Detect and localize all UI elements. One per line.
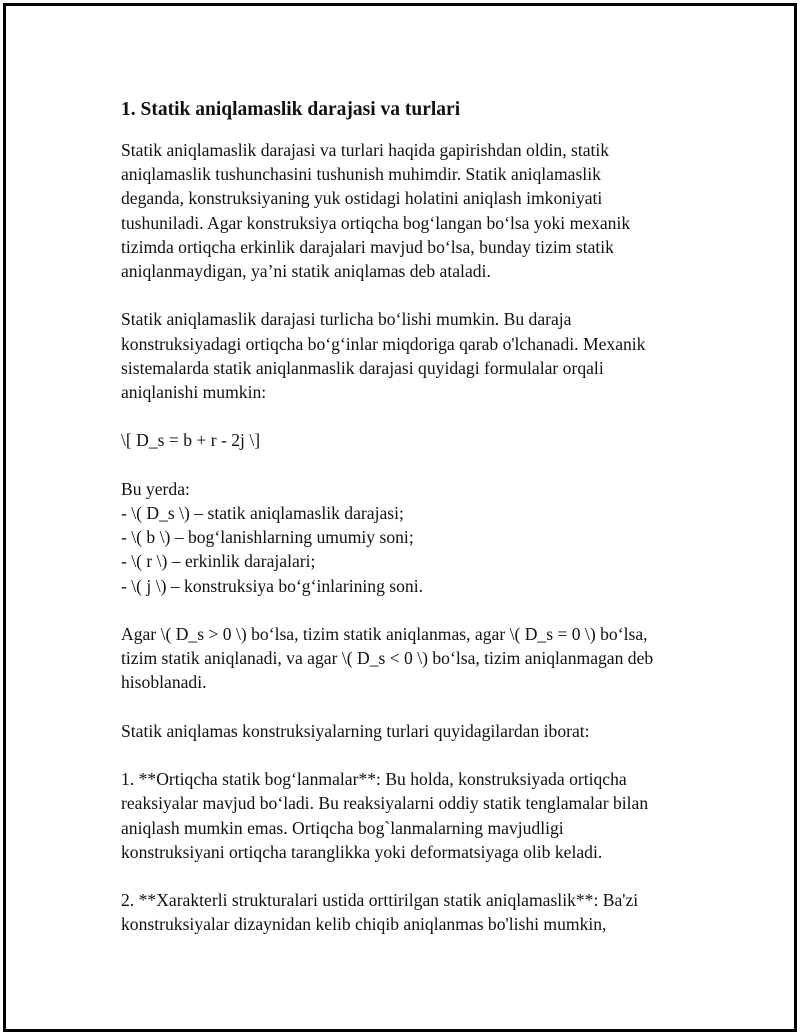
text-line: aniqlanishi mumkin:: [121, 382, 267, 403]
formula-line: \[ D_s = b + r - 2j \]: [121, 430, 261, 451]
paragraph-gap: [121, 598, 701, 622]
degree-paragraph: [121, 307, 701, 404]
text-line: tizimda ortiqcha erkinlik darajalari mavjud bo‘lsa, bunday tizim statik: [121, 236, 614, 257]
text-line: Bu yerda:: [121, 478, 190, 499]
text-line: Statik aniqlamaslik darajasi turlicha bo‘lishi mumkin. Bu daraja: [121, 309, 572, 330]
paragraph-gap: [121, 404, 701, 428]
text-line: konstruksiyani ortiqcha taranglikka yoki deformatsiyaga olib keladi.: [121, 841, 603, 862]
section-title: 1. Statik aniqlamaslik darajasi va turlari: [121, 99, 461, 120]
document-content: [121, 96, 701, 937]
list-item: - \( r \) – erkinlik darajalari;: [121, 551, 316, 572]
paragraph-gap: [121, 453, 701, 477]
text-line: 1. **Ortiqcha statik bog‘lanmalar**: Bu holda, konstruksiyada ortiqcha: [121, 769, 627, 790]
paragraph-gap: [121, 743, 701, 767]
text-line: hisoblanadi.: [121, 672, 207, 693]
text-line: Agar \( D_s > 0 \) bo‘lsa, tizim statik aniqlanmas, agar \( D_s = 0 \) bo‘lsa,: [121, 624, 648, 644]
types-intro-paragraph: [121, 719, 701, 743]
text-line: reaksiyalar mavjud bo‘ladi. Bu reaksiyalarni oddiy statik tenglamalar bilan: [121, 793, 649, 814]
type1-paragraph: [121, 767, 701, 864]
text-line: 2. **Xarakterli strukturalari ustida orttirilgan statik aniqlamaslik**: Ba'zi: [121, 890, 639, 911]
text-line: Statik aniqlamaslik darajasi va turlari haqida gapirishdan oldin, statik: [121, 140, 610, 160]
text-line: sistemalarda statik aniqlanmaslik darajasi quyidagi formulalar orqali: [121, 357, 604, 378]
list-item: - \( j \) – konstruksiya bo‘g‘inlarining soni.: [121, 575, 423, 596]
text-line: aniqlanmaydigan, ya’ni statik aniqlamas deb ataladi.: [121, 261, 491, 282]
condition-paragraph: [121, 622, 701, 695]
list-item: - \( b \) – bog‘lanishlarning umumiy soni;: [121, 527, 414, 548]
text-line: deganda, konstruksiyaning yuk ostidagi holatini aniqlash imkoniyati: [121, 188, 603, 209]
legend-paragraph: [121, 477, 701, 598]
text-line: konstruksiyalar dizaynidan kelib chiqib aniqlanmas bo'lishi mumkin,: [121, 914, 607, 935]
type2-paragraph: [121, 888, 701, 936]
document-page: [3, 3, 797, 1032]
text-line: aniqlamaslik tushunchasini tushunish muhimdir. Statik aniqlamaslik: [121, 164, 601, 185]
text-line: tushuniladi. Agar konstruksiya ortiqcha bog‘langan bo‘lsa yoki mexanik: [121, 212, 631, 233]
text-line: Statik aniqlamas konstruksiyalarning turlari quyidagilardan iborat:: [121, 720, 590, 741]
paragraph-gap: [121, 864, 701, 888]
formula-paragraph: [121, 428, 701, 452]
paragraph-gap: [121, 695, 701, 719]
text-line: konstruksiyadagi ortiqcha bo‘g‘inlar miqdoriga qarab o'lchanadi. Mexanik: [121, 333, 646, 354]
intro-paragraph: [121, 138, 701, 283]
text-line: tizim statik aniqlanadi, va agar \( D_s < 0 \) bo‘lsa, tizim aniqlanmagan deb: [121, 648, 654, 669]
list-item: - \( D_s \) – statik aniqlamaslik darajasi;: [121, 503, 404, 523]
text-line: aniqlash mumkin emas. Ortiqcha bog`lanmalarning mavjudligi: [121, 817, 564, 838]
paragraph-gap: [121, 283, 701, 307]
